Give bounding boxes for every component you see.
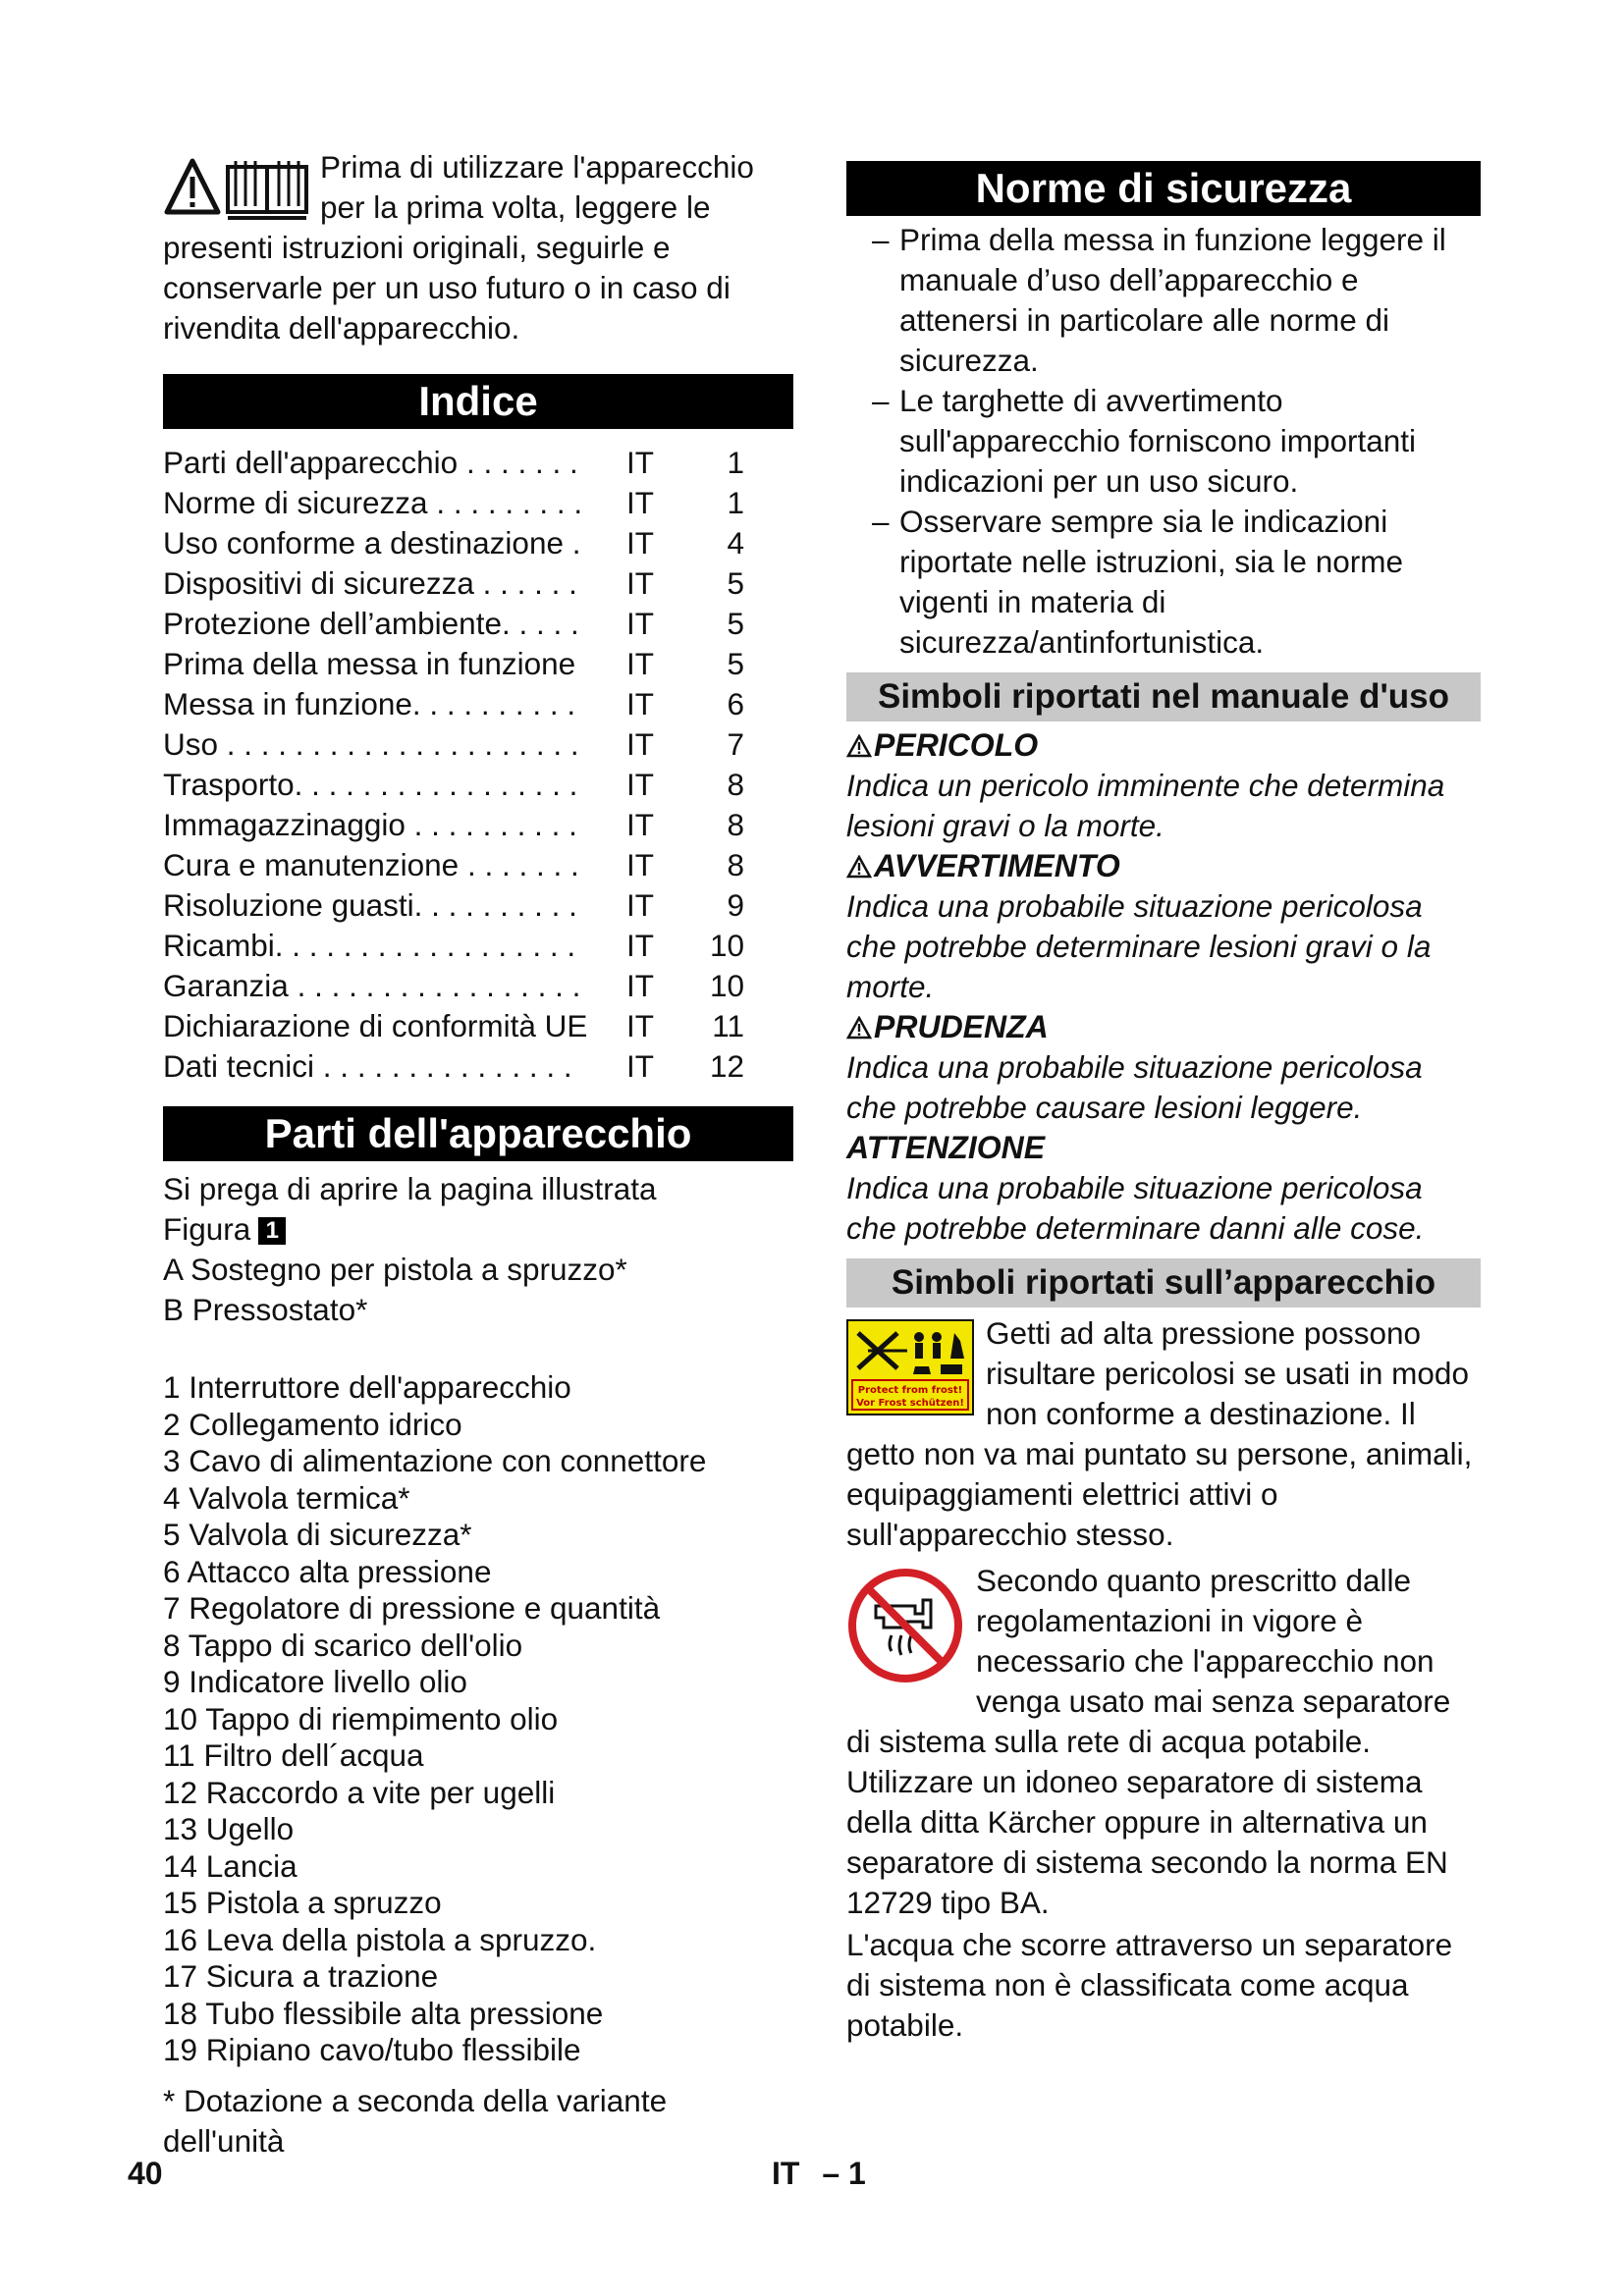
index-entry-page: 8 (727, 767, 744, 802)
index-entry-page: 1 (727, 485, 744, 520)
index-entry (163, 644, 793, 684)
index-entry-page: 8 (727, 807, 744, 842)
manual-symbols-list (846, 725, 1481, 1249)
parts-header: Parti dell'apparecchio (163, 1106, 793, 1161)
figure-label: Figura (163, 1211, 251, 1247)
index-entry-title: Cura e manutenzione . . . . . . . (163, 847, 579, 882)
dash-bullet: – (872, 504, 890, 539)
symbol-description: Indica una probabile situazione pericolosa che potrebbe determinare danni alle cose. (846, 1170, 1425, 1246)
index-entry-title: Immagazzinaggio . . . . . . . . . . (163, 807, 577, 842)
index-entry-lang: IT (626, 565, 654, 601)
parts-list-item: 19 Ripiano cavo/tubo flessibile (163, 2032, 581, 2067)
index-entry-lang: IT (626, 968, 654, 1003)
device-symbol-text-1: Getti ad alta pressione possono risultare pericolosi se usati in modo non conforme a destinazione. Il getto non va mai puntato su persone, animali, equipaggiamenti elettrici attivi o sull'apparecchio stesso. (846, 1315, 1473, 1552)
index-entry (163, 523, 793, 563)
device-symbols-header: Simboli riportati sull’apparecchio (846, 1258, 1481, 1308)
no-drinking-water-connection-icon (846, 1567, 964, 1684)
parts-list-item: 9 Indicatore livello olio (163, 1664, 467, 1699)
symbol-label (846, 846, 1481, 886)
safety-rule (846, 220, 1481, 381)
index-entry-lang: IT (626, 807, 654, 842)
index-entry-page: 11 (712, 1008, 744, 1043)
parts-list-item: 8 Tappo di scarico dell'olio (163, 1627, 523, 1663)
warning-triangle-icon (846, 734, 872, 758)
parts-letter-item: B Pressostato* (163, 1292, 368, 1327)
index-entry (163, 805, 793, 845)
index-entry-title: Protezione dell’ambiente. . . . . (163, 606, 579, 641)
index-entry (163, 563, 793, 604)
index-entry-lang: IT (626, 646, 654, 681)
footer-section-number: – 1 (822, 2156, 866, 2191)
index-entry-lang: IT (626, 1048, 654, 1084)
index-entry-page: 1 (727, 445, 744, 480)
footer-section (772, 2156, 866, 2192)
index-entry-lang: IT (626, 606, 654, 641)
index-entry-page: 7 (727, 726, 744, 762)
index-entry-page: 8 (727, 847, 744, 882)
index-entry-title: Messa in funzione. . . . . . . . . . (163, 686, 576, 721)
index-entry (163, 483, 793, 523)
device-symbol-text-2: Secondo quanto prescritto dalle regolamentazioni in vigore è necessario che l'apparecchio non venga usato mai senza separatore di sistema sulla rete di acqua potabile. Utilizzare un idoneo separatore di sistema della ditta Kärcher oppure in alternativa un separatore di sistema secondo la norma EN 12729 tipo BA. (846, 1563, 1451, 1920)
index-entry-page: 9 (727, 887, 744, 923)
index-entry-lang: IT (626, 445, 654, 480)
parts-letter-item: A Sostegno per pistola a spruzzo* (163, 1252, 627, 1287)
footer-page-number: 40 (128, 2156, 163, 2191)
index-entry-title: Uso conforme a destinazione . (163, 525, 581, 561)
parts-list-item: 17 Sicura a trazione (163, 1958, 439, 1994)
index-entry-page: 5 (727, 565, 744, 601)
index-entry-title: Parti dell'apparecchio . . . . . . . (163, 445, 578, 480)
intro-block (163, 147, 793, 348)
left-column (163, 147, 793, 2162)
parts-list-item: 4 Valvola termica* (163, 1479, 410, 1516)
symbol-label (846, 1007, 1481, 1047)
sticker-text-2: Vor Frost schützen! (856, 1398, 964, 1409)
index-entry-lang: IT (626, 847, 654, 882)
index-entry (163, 684, 793, 724)
footer-lang: IT (772, 2156, 800, 2191)
index-entry-title: Uso . . . . . . . . . . . . . . . . . . . . . (163, 726, 579, 762)
index-list (163, 443, 793, 1087)
index-entry-page: 5 (727, 606, 744, 641)
index-entry (163, 443, 793, 483)
safety-rule-text: Osservare sempre sia le indicazioni riportate nelle istruzioni, sia le norme vigenti in materia di sicurezza/antinfortunistica. (899, 504, 1403, 660)
safety-rules-list (846, 220, 1481, 663)
symbol-description: Indica una probabile situazione pericolosa che potrebbe determinare lesioni gravi o la morte. (846, 888, 1432, 1004)
index-entry (163, 966, 793, 1006)
index-entry (163, 765, 793, 805)
index-header: Indice (163, 374, 793, 429)
parts-list-item: 6 Attacco alta pressione (163, 1553, 492, 1589)
intro-text: Prima di utilizzare l'apparecchio per la prima volta, leggere le presenti istruzioni originali, seguirle e conservarle per un uso futuro o in caso di rivendita dell'apparecchio. (163, 149, 754, 346)
index-entry-title: Garanzia . . . . . . . . . . . . . . . . . (163, 968, 581, 1003)
dash-bullet: – (872, 222, 890, 257)
index-entry (163, 1046, 793, 1087)
parts-list-item: 11 Filtro dell´acqua (163, 1737, 424, 1773)
safety-rule-text: Prima della messa in funzione leggere il manuale d’uso dell’apparecchio e attenersi in particolare alle norme di sicurezza. (899, 222, 1446, 378)
symbol-label-text: AVVERTIMENTO (874, 848, 1120, 883)
figure-number-badge: 1 (258, 1217, 286, 1245)
index-entry-lang: IT (626, 928, 654, 963)
parts-letter-list (163, 1250, 793, 1330)
parts-footnote: * Dotazione a seconda della variante dell'unità (163, 2082, 668, 2159)
index-entry-page: 4 (727, 525, 744, 561)
index-entry-title: Trasporto. . . . . . . . . . . . . . . . . (163, 767, 578, 802)
index-entry-title: Dati tecnici . . . . . . . . . . . . . . . (163, 1048, 572, 1084)
index-entry-title: Norme di sicurezza . . . . . . . . . (163, 485, 583, 520)
high-pressure-warning-sticker-icon (846, 1319, 974, 1415)
index-entry-title: Dichiarazione di conformità UE (163, 1008, 588, 1043)
sticker-text-1: Protect from frost! (857, 1385, 963, 1396)
warning-manual-icon (163, 153, 310, 222)
parts-list-item: 16 Leva della pistola a spruzzo. (163, 1921, 597, 1957)
device-symbol-block-1 (846, 1313, 1481, 1555)
index-entry-lang: IT (626, 525, 654, 561)
symbol-label-text: PRUDENZA (874, 1009, 1049, 1044)
warning-triangle-icon (846, 855, 872, 879)
index-entry-page: 10 (709, 928, 744, 963)
parts-intro: Si prega di aprire la pagina illustrata (163, 1171, 657, 1206)
device-symbol-block-2 (846, 1561, 1481, 1923)
right-column (846, 147, 1481, 2046)
index-entry-lang: IT (626, 1008, 654, 1043)
index-entry (163, 1006, 793, 1046)
index-entry-title: Prima della messa in funzione (163, 646, 576, 681)
symbol-label-text: ATTENZIONE (846, 1130, 1046, 1165)
index-entry-lang: IT (626, 726, 654, 762)
parts-list-item: 15 Pistola a spruzzo (163, 1885, 442, 1920)
figure-reference (163, 1209, 793, 1250)
parts-list-item: 14 Lancia (163, 1847, 298, 1884)
parts-list-item: 5 Valvola di sicurezza* (163, 1517, 472, 1552)
parts-list-item: 10 Tappo di riempimento olio (163, 1700, 559, 1736)
index-entry (163, 885, 793, 926)
index-entry-lang: IT (626, 485, 654, 520)
symbol-label (846, 725, 1481, 766)
index-entry-page: 12 (709, 1048, 744, 1084)
dash-bullet: – (872, 383, 890, 418)
symbol-label-text: PERICOLO (874, 727, 1039, 763)
index-entry-title: Risoluzione guasti. . . . . . . . . . (163, 887, 577, 923)
symbol-description: Indica una probabile situazione pericolosa che potrebbe causare lesioni leggere. (846, 1049, 1423, 1125)
index-entry-lang: IT (626, 767, 654, 802)
symbol-description: Indica un pericolo imminente che determina lesioni gravi o la morte. (846, 768, 1445, 843)
index-entry-page: 10 (709, 968, 744, 1003)
parts-list-item: 2 Collegamento idrico (163, 1406, 462, 1442)
symbol-label (846, 1128, 1481, 1168)
index-entry-lang: IT (626, 887, 654, 923)
safety-rule-text: Le targhette di avvertimento sull'apparecchio forniscono importanti indicazioni per un uso sicuro. (899, 383, 1417, 499)
parts-list-item: 12 Raccordo a vite per ugelli (163, 1774, 556, 1810)
index-entry (163, 604, 793, 644)
safety-header: Norme di sicurezza (846, 161, 1481, 216)
safety-rule (846, 502, 1481, 663)
index-entry (163, 845, 793, 885)
safety-rule (846, 381, 1481, 502)
parts-numbered-list (163, 1369, 793, 2069)
parts-list-item: 18 Tubo flessibile alta pressione (163, 1995, 604, 2031)
parts-list-item: 1 Interruttore dell'apparecchio (163, 1369, 571, 1405)
parts-list-item: 3 Cavo di alimentazione con connettore (163, 1443, 707, 1478)
index-entry-lang: IT (626, 686, 654, 721)
index-entry (163, 724, 793, 765)
warning-triangle-icon (846, 1016, 872, 1040)
parts-list-item: 13 Ugello (163, 1811, 295, 1846)
device-symbol-text-3: L'acqua che scorre attraverso un separatore di sistema non è classificata come acqua potabile. (846, 1927, 1453, 2043)
parts-list-item: 7 Regolatore di pressione e quantità (163, 1590, 661, 1626)
index-entry-page: 5 (727, 646, 744, 681)
index-entry-page: 6 (727, 686, 744, 721)
index-entry-title: Dispositivi di sicurezza . . . . . . (163, 565, 577, 601)
index-entry-title: Ricambi. . . . . . . . . . . . . . . . . . (163, 928, 576, 963)
manual-symbols-header: Simboli riportati nel manuale d'uso (846, 672, 1481, 721)
index-entry (163, 926, 793, 966)
